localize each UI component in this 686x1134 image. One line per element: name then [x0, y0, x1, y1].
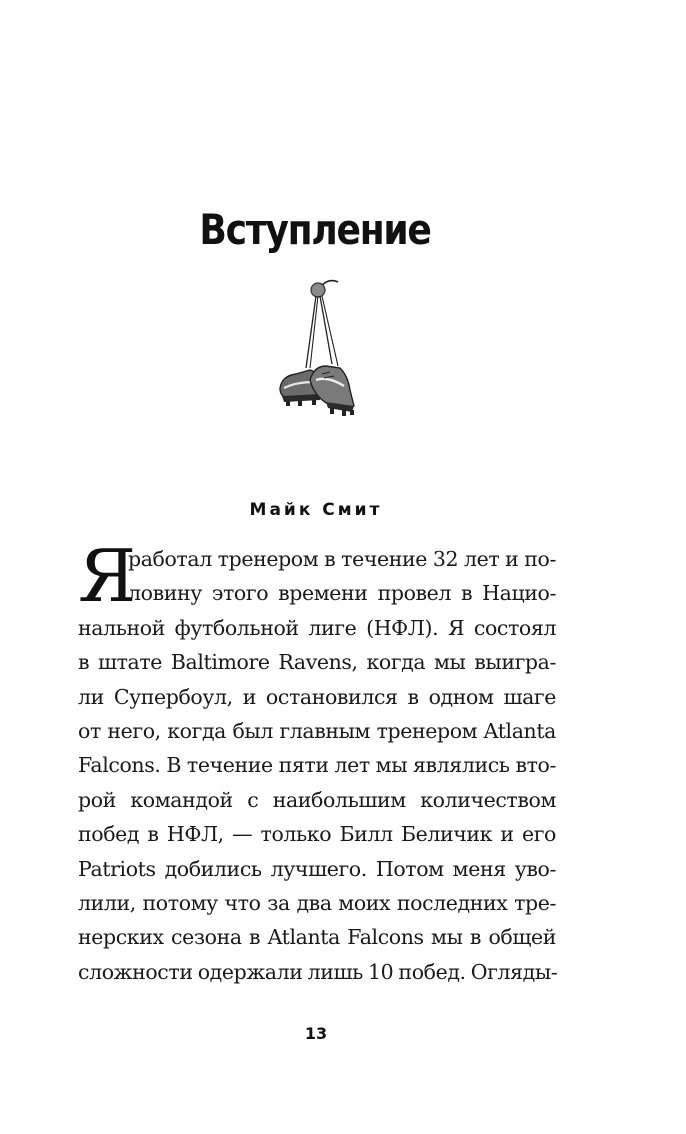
text-line: рой командой с наибольшим количеством	[78, 787, 556, 812]
chapter-title: Вступление	[199, 205, 431, 254]
author-name: Майк Смит	[249, 500, 383, 520]
text-line: ловину этого времени провел в Нацио-	[128, 581, 556, 606]
text-line: Patriots добились лучшего. Потом меня уво-	[78, 856, 556, 881]
page-number: 13	[304, 1024, 328, 1043]
text-line: работал тренером в течение 32 лет и по-	[128, 547, 556, 571]
text-line: от него, когда был главным тренером Atlanta	[78, 718, 556, 743]
text-line: Falcons. В течение пяти лет мы являлись вто-	[78, 753, 556, 778]
text-line: нерских сезона в Atlanta Falcons мы в общей	[78, 925, 556, 950]
text-line: лили, потому что за два моих последних тре-	[78, 890, 556, 915]
text-line: ли Супербоул, и остановился в одном шаге	[78, 684, 556, 709]
hanging-football-cleats-icon	[270, 276, 365, 426]
body-paragraph	[78, 534, 558, 989]
text-line: в штате Baltimore Ravens, когда мы выигра-	[78, 650, 556, 675]
drop-cap: Я	[78, 534, 137, 618]
text-line: побед в НФЛ, — только Билл Беличик и его	[78, 822, 556, 847]
text-line: сложности одержали лишь 10 побед. Огляды-	[78, 959, 558, 984]
text-line: нальной футбольной лиге (НФЛ). Я состоял	[78, 615, 556, 640]
